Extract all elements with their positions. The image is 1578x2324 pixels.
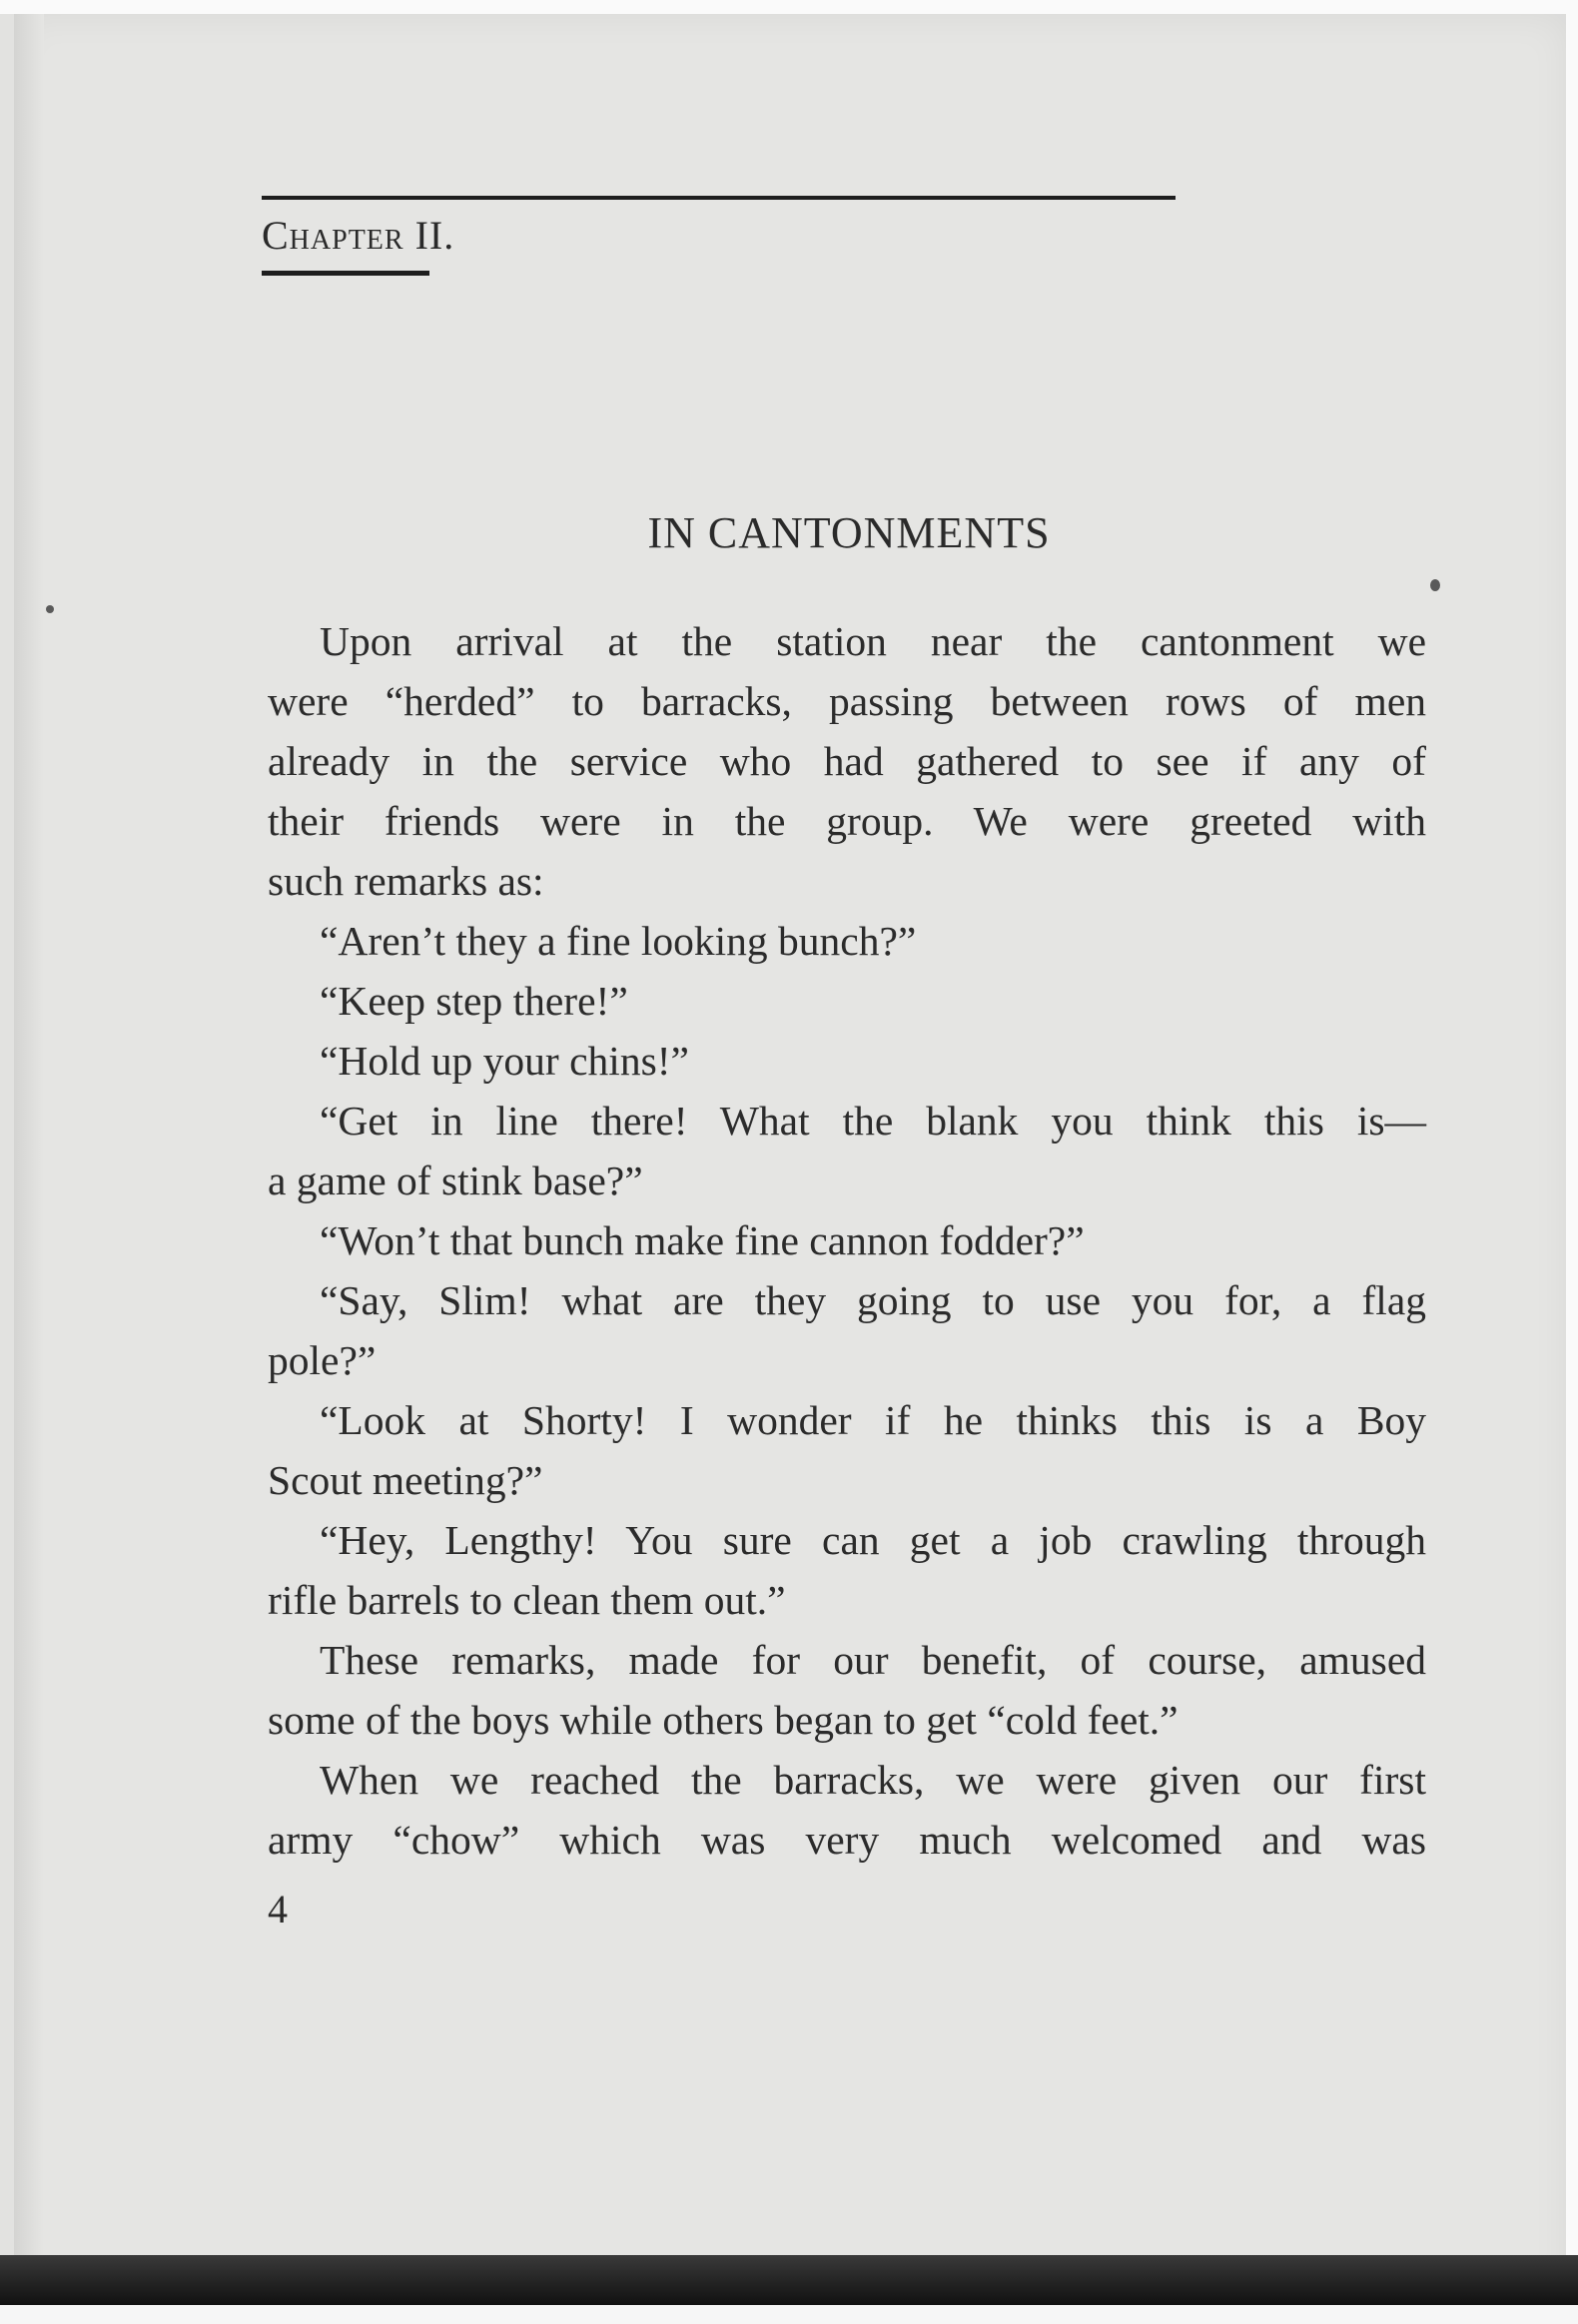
- text-line: “Keep step there!”: [320, 978, 628, 1024]
- body-text: [268, 611, 1426, 1870]
- header-rule: [262, 196, 1176, 200]
- ink-speck: [46, 605, 54, 613]
- text-line: pole?”: [268, 1337, 377, 1383]
- section-title: IN CANTONMENTS: [647, 508, 1051, 557]
- chapter-numeral: II.: [414, 213, 455, 258]
- scan-top-margin: [0, 0, 1578, 14]
- page-number: 4: [268, 1887, 288, 1932]
- text-line: some of the boys while others began to get “cold feet.”: [268, 1697, 1179, 1743]
- chapter-word: Chapter: [262, 213, 404, 258]
- text-line: “Get in line there! What the blank you think this is—: [320, 1098, 1426, 1144]
- text-line: “Say, Slim! what are they going to use you for, a flag: [320, 1277, 1426, 1323]
- text-line: their friends were in the group. We were greeted with: [268, 798, 1426, 844]
- text-line: “Aren’t they a fine looking bunch?”: [320, 918, 917, 964]
- scan-bottom-margin: [0, 2305, 1578, 2324]
- text-line: “Hey, Lengthy! You sure can get a job crawling through: [320, 1517, 1426, 1563]
- text-line: “Look at Shorty! I wonder if he thinks this is a Boy: [320, 1397, 1426, 1443]
- scan-bottom-shadow: [0, 2255, 1578, 2305]
- text-line: already in the service who had gathered to see if any of: [268, 738, 1426, 784]
- text-line: such remarks as:: [268, 858, 544, 904]
- page-gutter-shadow: [14, 14, 44, 2301]
- text-line: rifle barrels to clean them out.”: [268, 1577, 786, 1623]
- text-line: Scout meeting?”: [268, 1457, 543, 1503]
- chapter-underline: [262, 271, 429, 276]
- text-line: were “herded” to barracks, passing between rows of men: [268, 678, 1426, 724]
- scan-right-margin: [1566, 0, 1578, 2324]
- text-line: “Hold up your chins!”: [320, 1038, 689, 1084]
- text-line: When we reached the barracks, we were given our first: [320, 1757, 1426, 1803]
- ink-speck: [1430, 579, 1440, 591]
- text-line: a game of stink base?”: [268, 1158, 643, 1203]
- text-line: Upon arrival at the station near the cantonment we: [320, 618, 1426, 664]
- text-line: These remarks, made for our benefit, of course, amused: [320, 1637, 1426, 1683]
- chapter-heading: [262, 212, 454, 259]
- text-line: army “chow” which was very much welcomed and was: [268, 1817, 1426, 1863]
- text-line: “Won’t that bunch make fine cannon fodder?”: [320, 1217, 1085, 1263]
